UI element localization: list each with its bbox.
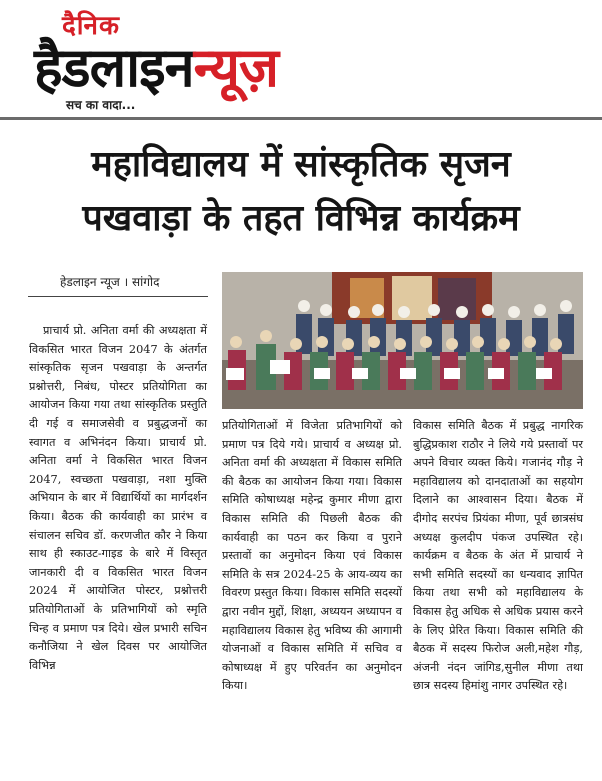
article-column-3: विकास समिति बैठक में प्रबुद्ध नागरिक बुद्धिप्रकाश राठौर ने लिये गये प्रस्तावों पर अपने विचार व्यक्त किये। गजानंद गौड़ ने महाविद्यालय को दानदाताओं का सहयोग दिलाने का आश्वासन दिया। बैठक में दीगोद सरपंच प्रियंका मीणा, पूर्व छात्रसंघ अध्यक्ष कुलदीप पंकज उपस्थित रहे। कार्यक्रम व बैठक के अंत में प्राचार्य ने सभी समिति सदस्यों का धन्यवाद ज्ञापित किया तथा सभी को महाविद्यालय के विकास हेतु अधिक से अधिक प्रयास करने के लिए प्रेरित किया। विकास समिति की बैठक में सदस्य फिरोज अली,महेश गौड़, अंजनी नंदन जांगिड,सुनील मीणा तथा छात्र सदस्य हिमांशु नागर उपस्थित रहे। xyxy=(413,419,583,693)
masthead-logo-black: हैडलाइन xyxy=(34,36,194,99)
group-photo-illustration xyxy=(222,272,583,409)
headline-line-2: पखवाड़ा के तहत विभिन्न कार्यक्रम xyxy=(82,198,520,239)
masthead-daily-word: दैनिक xyxy=(62,11,120,41)
article-column-1: प्राचार्य प्रो. अनिता वर्मा की अध्यक्षता में विकसित भारत विजन 2047 के अंतर्गत सांस्कृतिक सृजन पखवाड़ा के अन्तर्गत प्रश्नोत्तरी, निबंध, पोस्टर प्रतियोगिता का आयोजन किया गया तथा सांस्कृतिक प्रस्तुति दी गई व समाजसेवी व प्रबुद्धजनों का स्वागत व अभिनंदन किया। प्राचार्य प्रो. अनिता वर्मा ने विकसित भारत विजन 2047, स्वच्छता पखवाड़ा, नशा मुक्ति अभियान के बार में विद्यार्थियों का मार्गदर्शन किया। बैठक की कार्यवाही का प्रारंभ व संचालन सचिव डॉ. करणजीत कौर ने किया साथ ही स्काउट-गाइड के बारे में विस्तृत जानकारी दी व विकसित भारत विजन 2024 में आयोजित पोस्टर, प्रश्नोत्तरी प्रतियोगिताओं के प्रतिभागियों को स्मृति चिन्ह व प्रमाण पत्र दिये। खेल प्रभारी सचिन कनौजिया ने खेल दिवस पर आयोजित विभिन्न xyxy=(29,324,207,672)
byline-divider xyxy=(28,296,208,297)
article-byline: हेडलाइन न्यूज । सांगोद xyxy=(60,275,160,289)
masthead-tagline: सच का वादा... xyxy=(66,98,136,112)
newspaper-masthead xyxy=(0,0,602,120)
masthead-logo-red: न्यूज़ xyxy=(193,36,278,99)
masthead-logo xyxy=(34,28,278,102)
article-column-2: प्रतियोगिताओं में विजेता प्रतिभागियों को प्रमाण पत्र दिये गये। प्राचार्य व अध्यक्ष प्रो. अनिता वर्मा की अध्यक्षता में विकास समिति की बैठक का आयोजन किया गया। विकास समिति कोषाध्यक्ष महेन्द्र कुमार मीणा द्वारा विकास समिति की पिछली बैठक की कार्यवाही का पठन कर किया व पुराने प्रस्तावों का अनुमोदन किया एवं विकास समिति के सत्र 2024-25 के आय-व्यय का विवरण प्रस्तुत किया। विकास समिति सदस्यों द्वारा नवीन मुद्दों, शिक्षा, अध्ययन अध्यापन व महाविद्यालय विकास हेतु भविष्य की आगामी योजनाओं व विकास समिति में सचिव व कोषाध्यक्ष में हुए परिवर्तन का अनुमोदन किया। xyxy=(222,419,402,693)
masthead-divider xyxy=(0,117,602,120)
article-headline xyxy=(10,138,592,246)
event-group-photo xyxy=(222,272,583,409)
headline-line-1: महाविद्यालय में सांस्कृतिक सृजन xyxy=(91,144,511,185)
